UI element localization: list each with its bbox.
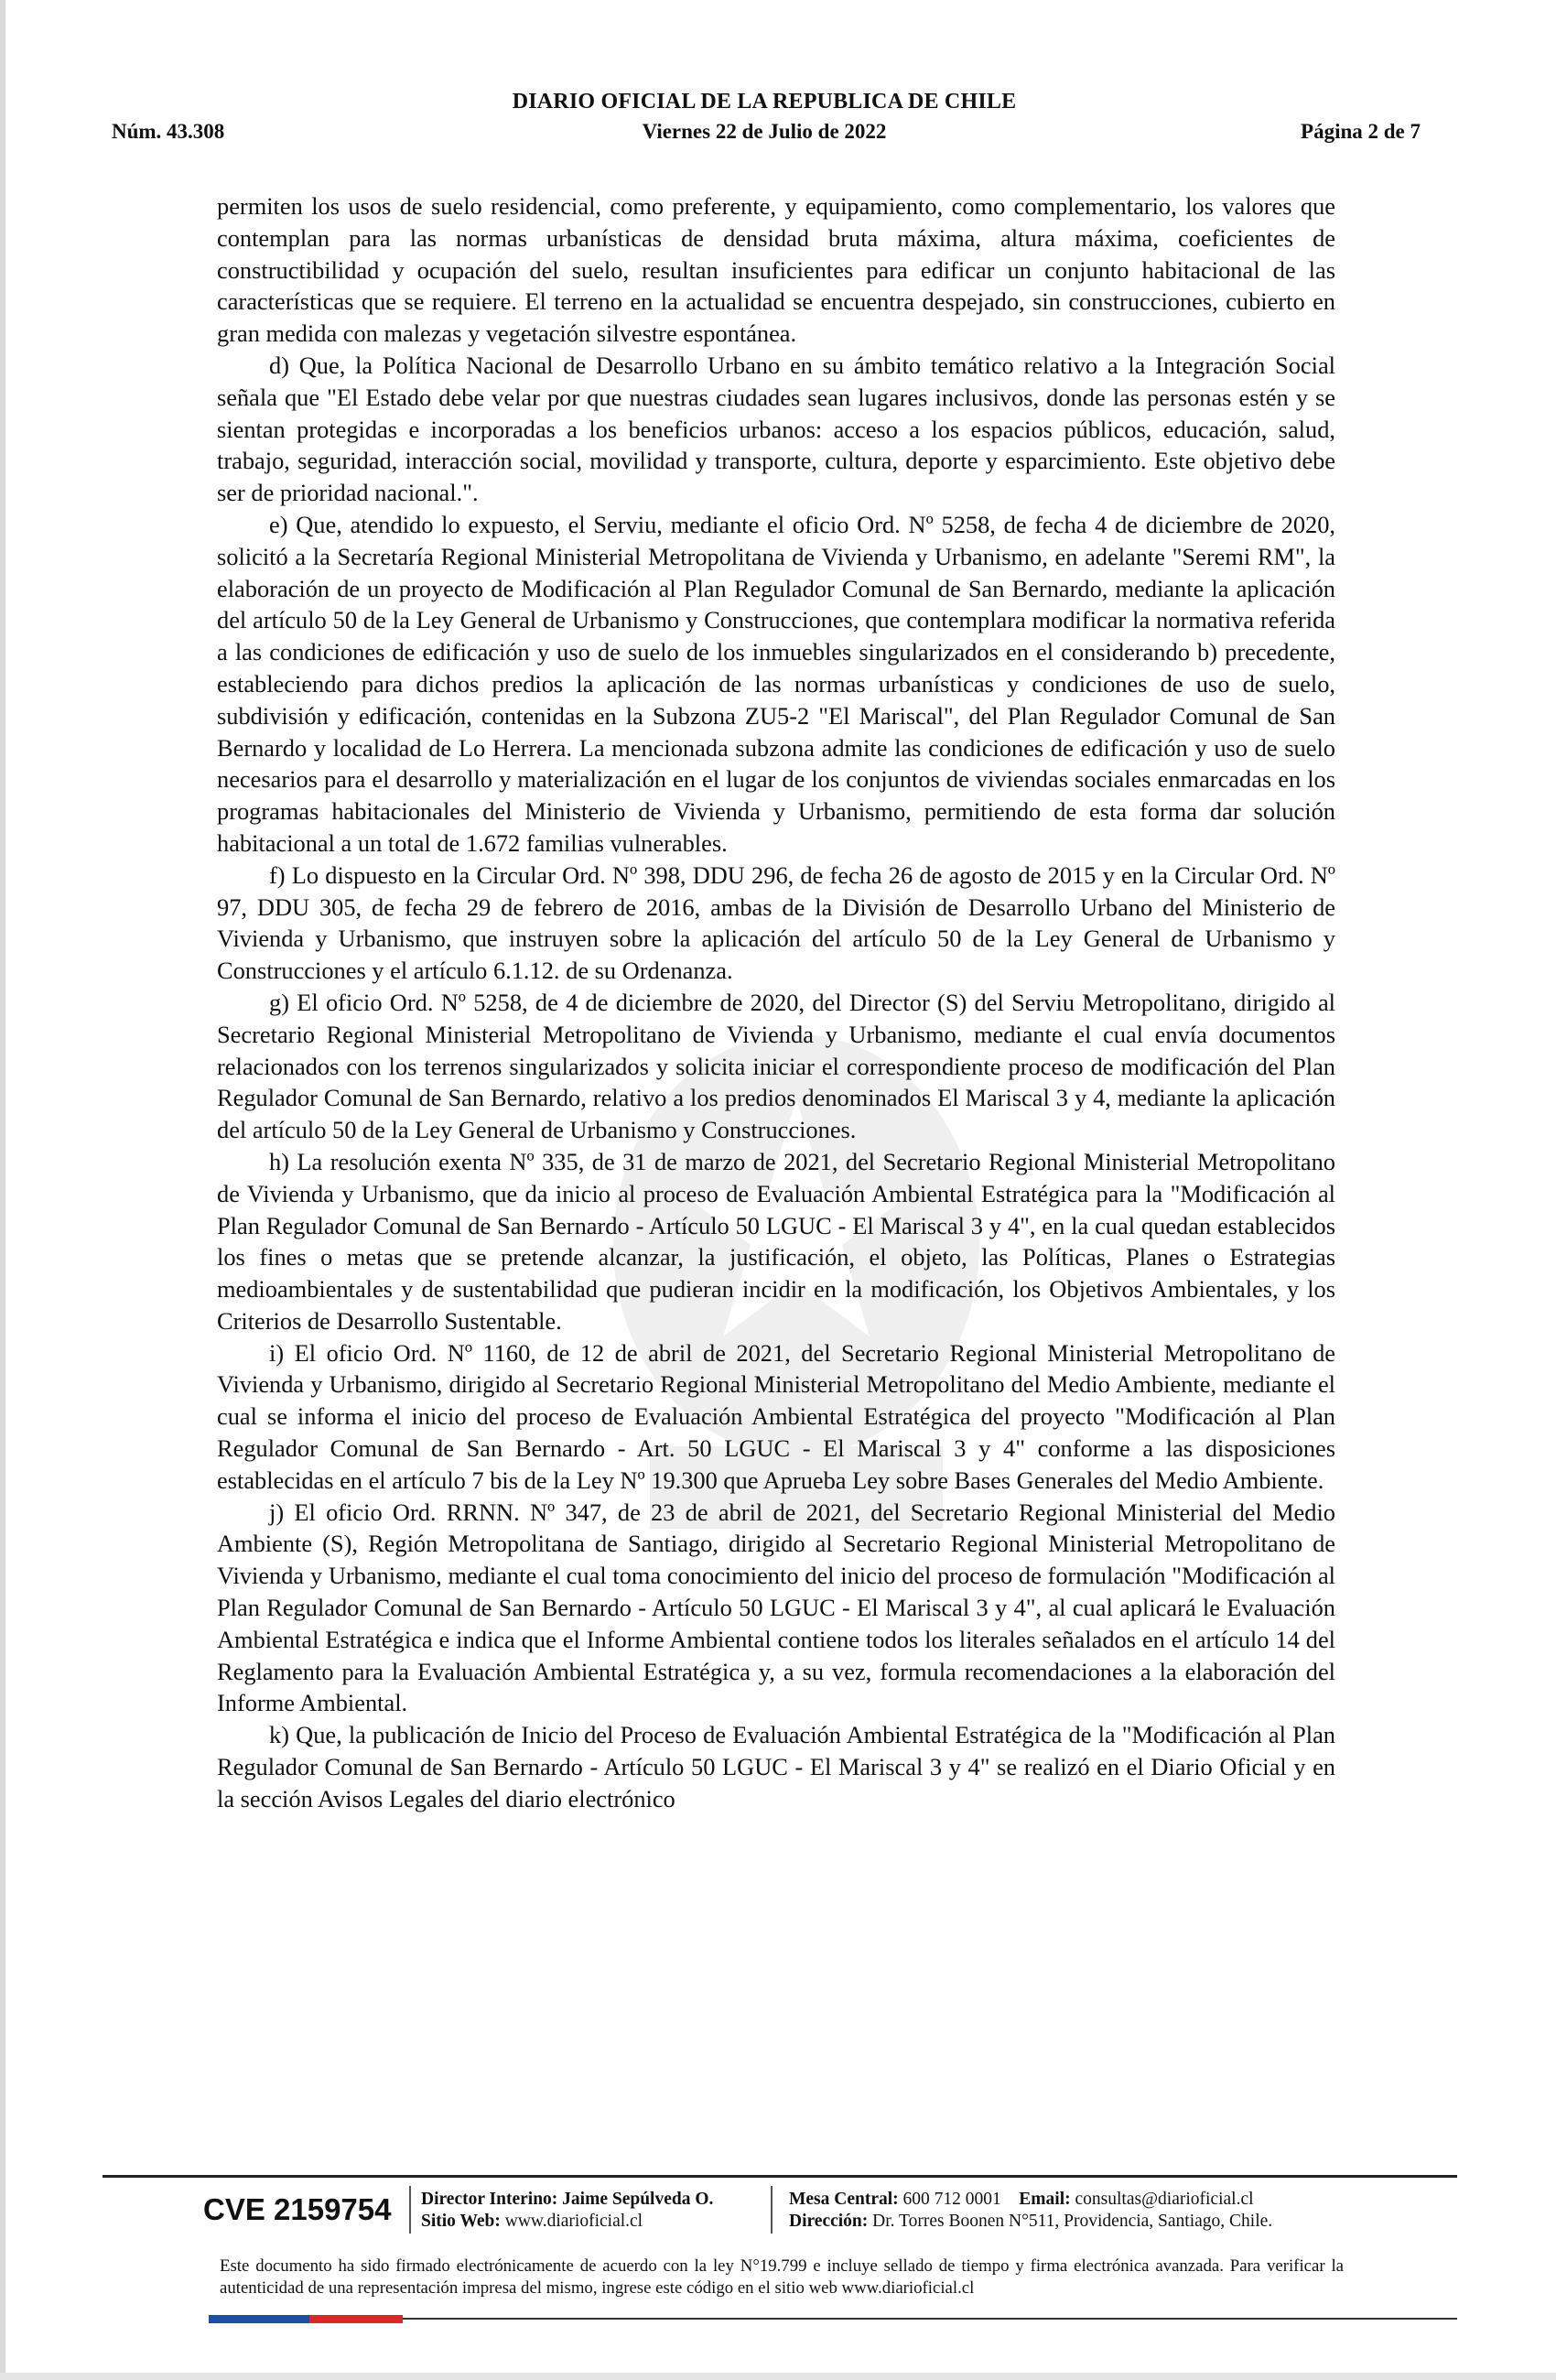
- paragraph-continuation: permiten los usos de suelo residencial, como preferente, y equipamiento, como complementario, los valores que contemplan para las normas urbanísticas de densidad bruta máxima, altura máxima, coeficientes de constructibilidad y ocupación del suelo, resultan insuficientes para edificar un conjunto habitacional de las características que se requiere. El terreno en la actualidad se encuentra despejado, sin construcciones, cubierto en gran medida con malezas y vegetación silvestre espontánea.: [217, 192, 1335, 348]
- site-label: Sitio Web:: [421, 2212, 501, 2231]
- paragraph-e: e) Que, atendido lo expuesto, el Serviu, mediante el oficio Ord. Nº 5258, de fecha 4 de diciembre de 2020, solicitó a la Secretaría Regional Ministerial Metropolitana de Vivienda y Urbanismo, en adelante "Seremi RM", la elaboración de un proyecto de Modificación al Plan Regulador Comunal de San Bernardo, mediante la aplicación del artículo 50 de la Ley General de Urbanismo y Construcciones, que contemplara modificar la normativa referida a las condiciones de edificación y uso de suelo de los inmuebles singularizados en el considerando b) precedente, estableciendo para dichos predios la aplicación de las normas urbanísticas y condiciones de uso de suelo, subdivisión y edificación, contenidas en la Subzona ZU5-2 "El Mariscal", del Plan Regulador Comunal de San Bernardo y localidad de Lo Herrera. La mencionada subzona admite las condiciones de edificación y uso de suelo necesarios para el desarrollo y materialización en el lugar de los conjuntos de viviendas sociales enmarcadas en los programas habitacionales del Ministerio de Vivienda y Urbanismo, permitiendo de esta forma dar solución habitacional a un total de 1.672 familias vulnerables.: [217, 510, 1335, 857]
- footer-separator: [409, 2186, 411, 2234]
- issue-number: Núm. 43.308: [112, 120, 225, 143]
- footer-separator: [771, 2186, 773, 2234]
- flag-stripe-blue: [209, 2315, 309, 2323]
- paragraph-k: k) Que, la publicación de Inicio del Proceso de Evaluación Ambiental Estratégica de la "Modificación al Plan Regulador Comunal de San Bernardo - Artículo 50 LGUC - El Mariscal 3 y 4" se realizó en el Diario Oficial y en la sección Avisos Legales del diario electrónico: [217, 1721, 1335, 1812]
- newspaper-title: DIARIO OFICIAL DE LA REPUBLICA DE CHILE: [512, 90, 1017, 114]
- footer-divider: [103, 2175, 1457, 2178]
- address-label: Dirección:: [789, 2212, 869, 2231]
- cve-code: CVE 2159754: [203, 2192, 392, 2226]
- footer-director-block: [421, 2189, 713, 2233]
- page-edge: [0, 0, 5, 2380]
- paragraph-f: f) Lo dispuesto en la Circular Ord. Nº 398, DDU 296, de fecha 26 de agosto de 2015 y en la Circular Ord. Nº 97, DDU 305, de fecha 29 de febrero de 2016, ambas de la División de Desarrollo Urbano del Ministerio de Vivienda y Urbanismo, que instruyen sobre la aplicación del artículo 50 de la Ley General de Urbanismo y Construcciones y el artículo 6.1.12. de su Ordenanza.: [217, 860, 1335, 985]
- paragraph-d: d) Que, la Política Nacional de Desarrollo Urbano en su ámbito temático relativo a la Integración Social señala que "El Estado debe velar por que nuestras ciudades sean lugares inclusivos, donde las personas estén y se sientan protegidas e incorporadas a los beneficios urbanos: acceso a los espacios públicos, educación, salud, trabajo, seguridad, interacción social, movilidad y transporte, cultura, deporte y esparcimiento. Este objetivo debe ser de prioridad nacional.".: [217, 351, 1335, 507]
- director-name: Jaime Sepúlveda O.: [562, 2190, 714, 2209]
- document-body: [217, 190, 1335, 1815]
- page-indicator: Página 2 de 7: [1301, 120, 1421, 143]
- footer-bottom-line: [403, 2318, 1457, 2320]
- page-edge-bottom: [0, 2373, 1556, 2380]
- paragraph-h: h) La resolución exenta Nº 335, de 31 de marzo de 2021, del Secretario Regional Ministerial Metropolitano de Vivienda y Urbanismo, que da inicio al proceso de Evaluación Ambiental Estratégica para la "Modificación al Plan Regulador Comunal de San Bernardo - Artículo 50 LGUC - El Mariscal 3 y 4", en la cual quedan establecidos los fines o metas que se pretende alcanzar, la justificación, el objeto, las Políticas, Planes o Estrategias medioambientales y de sustentabilidad que pudieran incidir en la modificación, los Objetivos Ambientales, y los Criterios de Desarrollo Sustentable.: [217, 1147, 1335, 1335]
- legal-notice: Este documento ha sido firmado electrónicamente de acuerdo con la ley N°19.799 e incluye sellado de tiempo y firma electrónica avanzada. Para verificar la autenticidad de una representación impresa del mismo, ingrese este código en el sitio web www.diarioficial.cl: [220, 2256, 1344, 2298]
- address-value: Dr. Torres Boonen N°511, Providencia, Santiago, Chile.: [872, 2212, 1273, 2231]
- email-link[interactable]: consultas@diarioficial.cl: [1075, 2190, 1254, 2209]
- mesa-phone: 600 712 0001: [902, 2190, 1001, 2209]
- issue-date: Viernes 22 de Julio de 2022: [642, 120, 887, 143]
- director-label: Director Interino:: [421, 2190, 558, 2209]
- document-header: [108, 90, 1421, 154]
- paragraph-j: j) El oficio Ord. RRNN. Nº 347, de 23 de abril de 2021, del Secretario Regional Ministerial del Medio Ambiente (S), Región Metropolitana de Santiago, dirigido al Secretario Regional Ministerial Metropolitano de Vivienda y Urbanismo, mediante el cual toma conocimiento del inicio del proceso de formulación "Modificación al Plan Regulador Comunal de San Bernardo - Artículo 50 LGUC - El Mariscal 3 y 4", al cual aplicará le Evaluación Ambiental Estratégica e indica que el Informe Ambiental contiene todos los literales señalados en el artículo 14 del Reglamento para la Evaluación Ambiental Estratégica y, a su vez, formula recomendaciones a la elaboración del Informe Ambiental.: [217, 1498, 1335, 1717]
- email-label: Email:: [1019, 2190, 1071, 2209]
- footer-contact-block: [789, 2189, 1272, 2233]
- site-link[interactable]: www.diarioficial.cl: [504, 2212, 643, 2231]
- paragraph-g: g) El oficio Ord. Nº 5258, de 4 de diciembre de 2020, del Director (S) del Serviu Metropolitano, dirigido al Secretario Regional Ministerial Metropolitano de Vivienda y Urbanismo, mediante el cual envía documentos relacionados con los terrenos singularizados y solicita iniciar el correspondiente proceso de modificación del Plan Regulador Comunal de San Bernardo, relativo a los predios denominados El Mariscal 3 y 4, mediante la aplicación del artículo 50 de la Ley General de Urbanismo y Construcciones.: [217, 988, 1335, 1144]
- paragraph-i: i) El oficio Ord. Nº 1160, de 12 de abril de 2021, del Secretario Regional Ministerial Metropolitano de Vivienda y Urbanismo, dirigido al Secretario Regional Ministerial Metropolitano del Medio Ambiente, mediante el cual se informa el inicio del proceso de Evaluación Ambiental Estratégica del proyecto "Modificación al Plan Regulador Comunal de San Bernardo - Art. 50 LGUC - El Mariscal 3 y 4" conforme a las disposiciones establecidas en el artículo 7 bis de la Ley Nº 19.300 que Aprueba Ley sobre Bases Generales del Medio Ambiente.: [217, 1338, 1335, 1494]
- mesa-label: Mesa Central:: [789, 2190, 899, 2209]
- flag-stripe-red: [309, 2315, 403, 2323]
